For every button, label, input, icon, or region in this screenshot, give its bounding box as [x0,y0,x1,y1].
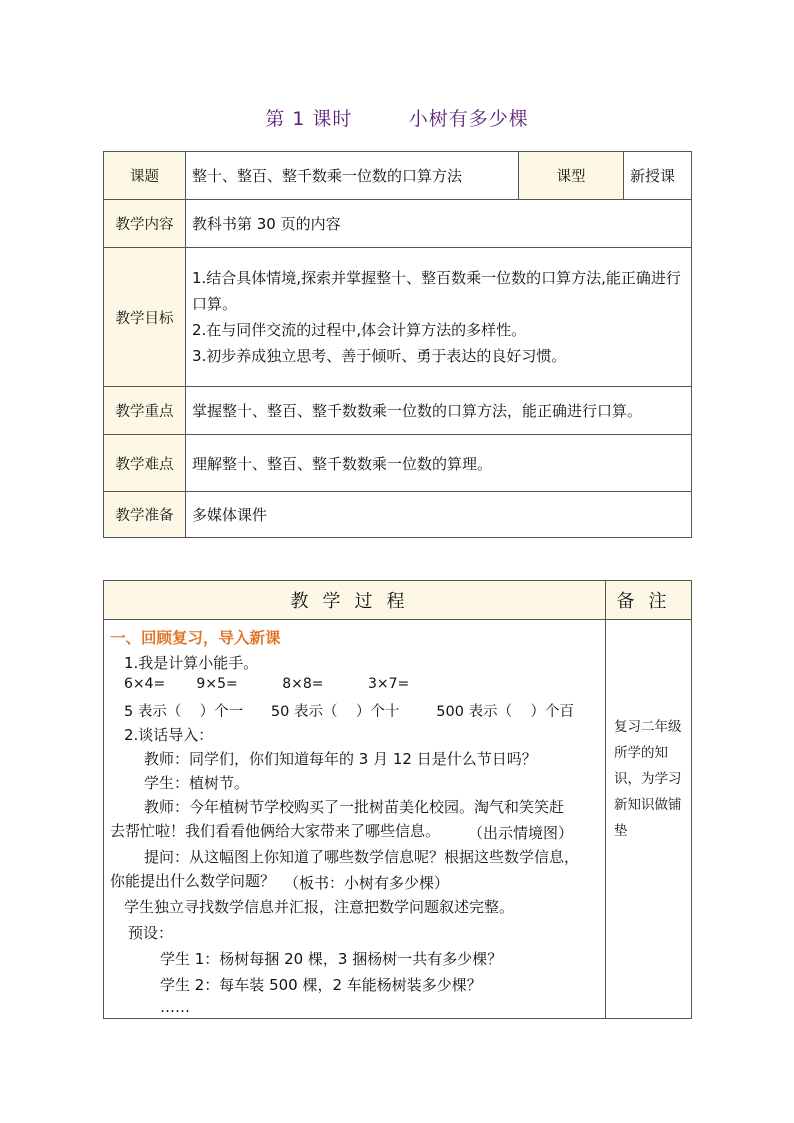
key-row [104,387,692,435]
topic-row [104,152,692,200]
goal-item: 3.初步养成独立思考、善于倾听、勇于表达的良好习惯。 [192,347,567,365]
prep-row [104,492,692,538]
process-line: 5 表示（ ）个一 50 表示（ ）个十 500 表示（ ）个百 [124,704,575,720]
topic-label: 课题 [104,152,186,200]
teaching-process-table [103,580,692,1019]
content-value: 教科书第 30 页的内容 [186,200,692,248]
type-label: 课型 [519,152,624,200]
prep-value: 多媒体课件 [186,492,692,538]
process-line: 提问：从这幅图上你知道了哪些数学信息呢？根据这些数学信息， [144,848,580,866]
process-line: 预设： [128,924,174,942]
process-line: …… [160,998,190,1016]
prep-label: 教学准备 [104,492,186,538]
type-value: 新授课 [624,152,692,200]
goals-label: 教学目标 [104,248,186,387]
process-annotation: （板书：小树有多少棵） [284,874,450,892]
process-annotation: （出示情境图） [468,824,574,842]
page-title: 第 1 课时 小树有多少棵 [265,108,529,130]
process-line: 你能提出什么数学问题？ [110,872,276,890]
process-line: 2.谈话导入： [124,726,214,744]
process-line: 教师：今年植树节学校购买了一批树苗美化校园。淘气和笑笑赶 [144,798,565,816]
process-line: 学生 1：杨树每捆 20 棵，3 捆杨树一共有多少棵？ [160,950,503,968]
key-label: 教学重点 [104,387,186,435]
process-line: 去帮忙啦！我们看看他俩给大家带来了哪些信息。 [110,822,441,840]
difficulty-row [104,435,692,492]
process-line: 学生：植树节。 [144,774,250,792]
note-cell [606,620,692,1019]
process-body [104,620,606,1019]
topic-value: 整十、整百、整千数乘一位数的口算方法 [186,152,519,200]
note-header: 备注 [606,581,692,620]
difficulty-label: 教学难点 [104,435,186,492]
goals-row [104,248,692,387]
process-line: 6×4= 9×5= 8×8= 3×7= [124,676,410,692]
key-value: 掌握整十、整百、整千数数乘一位数的口算方法，能正确进行口算。 [186,387,692,435]
process-line: 教师：同学们，你们知道每年的 3 月 12 日是什么节日吗？ [144,750,537,768]
difficulty-value: 理解整十、整百、整千数数乘一位数的算理。 [186,435,692,492]
goal-item: 2.在与同伴交流的过程中,体会计算方法的多样性。 [192,321,527,339]
process-header: 教学过程 [104,581,606,620]
content-label: 教学内容 [104,200,186,248]
content-row [104,200,692,248]
note-text: 复习二年级所学的知识，为学习新知识做铺垫 [614,719,682,839]
goal-item: 1.结合具体情境,探索并掌握整十、整百数乘一位数的口算方法,能正确进行口算。 [192,269,681,313]
section-heading: 一、回顾复习，导入新课 [110,629,281,647]
lesson-info-table [103,151,692,538]
process-line: 1.我是计算小能手。 [124,654,259,672]
process-line: 学生 2：每车装 500 棵，2 车能杨树装多少棵？ [160,976,482,994]
process-line: 学生独立寻找数学信息并汇报，注意把数学问题叙述完整。 [124,898,515,916]
goals-value [186,248,692,387]
